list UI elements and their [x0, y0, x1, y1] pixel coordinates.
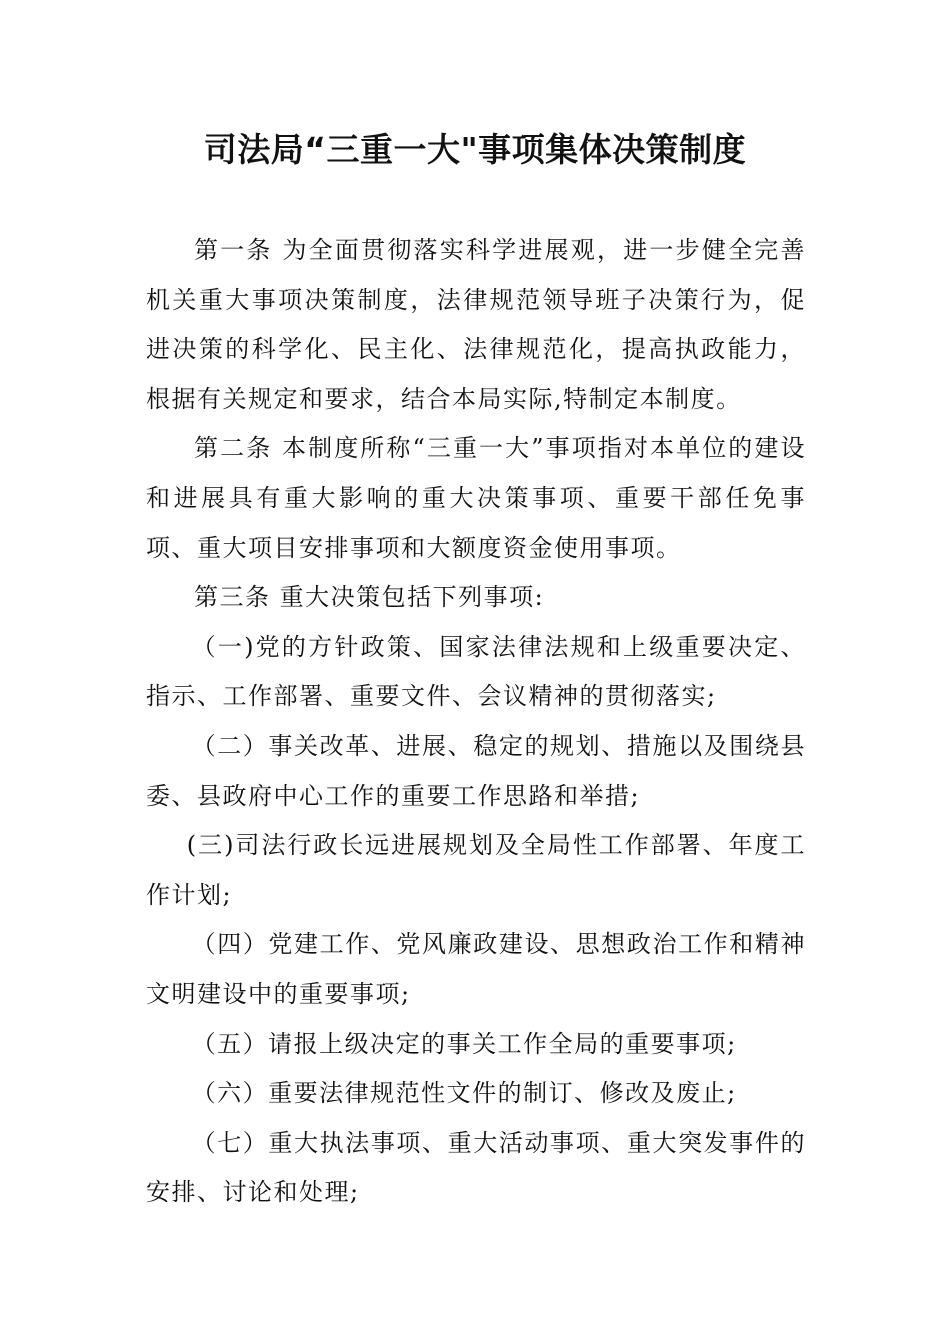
item-7-paragraph: （七）重大执法事项、重大活动事项、重大突发事件的安排、讨论和处理;	[146, 1128, 806, 1207]
item-5-paragraph: （五）请报上级决定的事关工作全局的重要事项;	[191, 1029, 737, 1058]
document-body	[146, 226, 806, 1218]
item-3-paragraph: (三)司法行政长远进展规划及全局性工作部署、年度工作计划;	[146, 831, 806, 909]
article-3-paragraph: 第三条 重大决策包括下列事项:	[194, 583, 545, 612]
document-title: 司法局“三重一大"事项集体决策制度	[203, 130, 747, 169]
article-1-paragraph: 第一条 为全面贯彻落实科学进展观，进一步健全完善机关重大事项决策制度，法律规范领导班子决策行为，促进决策的科学化、民主化、法律规范化，提高执政能力，根据有关规定和要求，结合本局实际,特制定本制度。	[146, 236, 806, 413]
article-2-paragraph: 第二条 本制度所称“三重一大”事项指对本单位的建设和进展具有重大影响的重大决策事项、重要干部任免事项、重大项目安排事项和大额度资金使用事项。	[146, 434, 806, 562]
item-1-paragraph: （一)党的方针政策、国家法律法规和上级重要决定、指示、工作部署、重要文件、会议精神的贯彻落实;	[146, 632, 806, 711]
item-2-paragraph: （二）事关改革、进展、稳定的规划、措施以及围绕县委、县政府中心工作的重要工作思路和举措;	[146, 731, 806, 810]
item-6-paragraph: （六）重要法律规范性文件的制订、修改及废止;	[191, 1079, 737, 1108]
item-4-paragraph: （四）党建工作、党风廉政建设、思想政治工作和精神文明建设中的重要事项;	[146, 930, 806, 1008]
